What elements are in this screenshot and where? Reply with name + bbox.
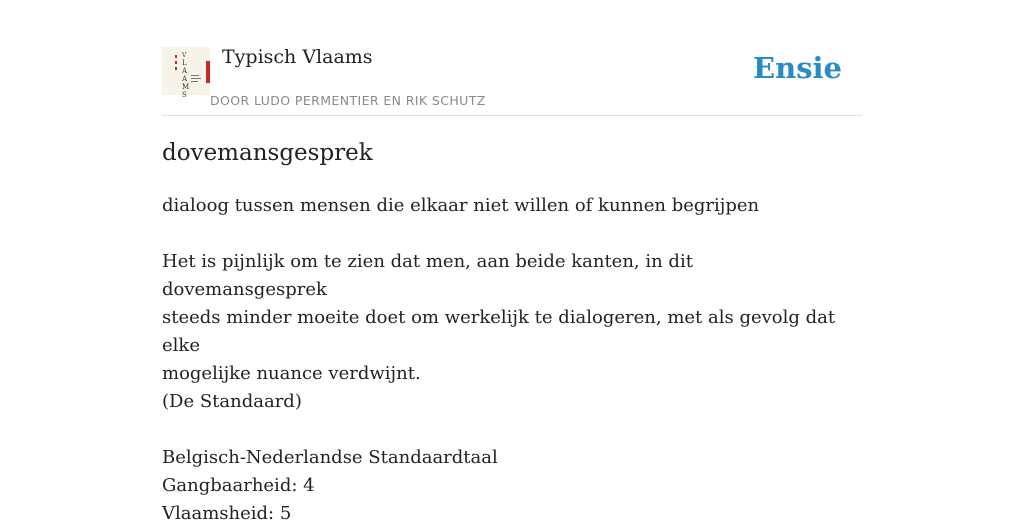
entry-gangbaarheid: Gangbaarheid: 4 (162, 475, 315, 496)
svg-text:A: A (182, 67, 188, 75)
spacer (162, 416, 862, 444)
svg-text:L: L (182, 59, 187, 67)
example-source: (De Standaard) (162, 391, 302, 412)
svg-text:S: S (182, 91, 187, 99)
example-line: steeds minder moeite doet om werkelijk te dialogeren, met als gevolg dat elke (162, 307, 836, 356)
entry-body (162, 192, 862, 528)
example-line: Het is pijnlijk om te zien dat men, aan beide kanten, in dit dovemansgesprek (162, 251, 693, 300)
entry-definition: dialoog tussen mensen die elkaar niet willen of kunnen begrijpen (162, 195, 760, 216)
svg-text:A: A (182, 75, 188, 83)
entry-vlaamsheid: Vlaamsheid: 5 (162, 503, 292, 524)
entry-card (162, 0, 862, 524)
spacer (162, 220, 862, 248)
entry-language: Belgisch-Nederlandse Standaardtaal (162, 447, 498, 468)
svg-text:V: V (182, 52, 187, 59)
dictionary-title[interactable]: Typisch Vlaams (222, 46, 373, 68)
ensie-logo[interactable]: Ensie (753, 51, 842, 85)
example-line: mogelijke nuance verdwijnt. (162, 363, 421, 384)
dictionary-authors: DOOR LUDO PERMENTIER EN RIK SCHUTZ (210, 93, 486, 108)
book-cover-icon[interactable] (162, 47, 210, 99)
dictionary-header (162, 0, 862, 116)
svg-text:M: M (182, 83, 190, 91)
entry-term: dovemansgesprek (162, 140, 373, 166)
